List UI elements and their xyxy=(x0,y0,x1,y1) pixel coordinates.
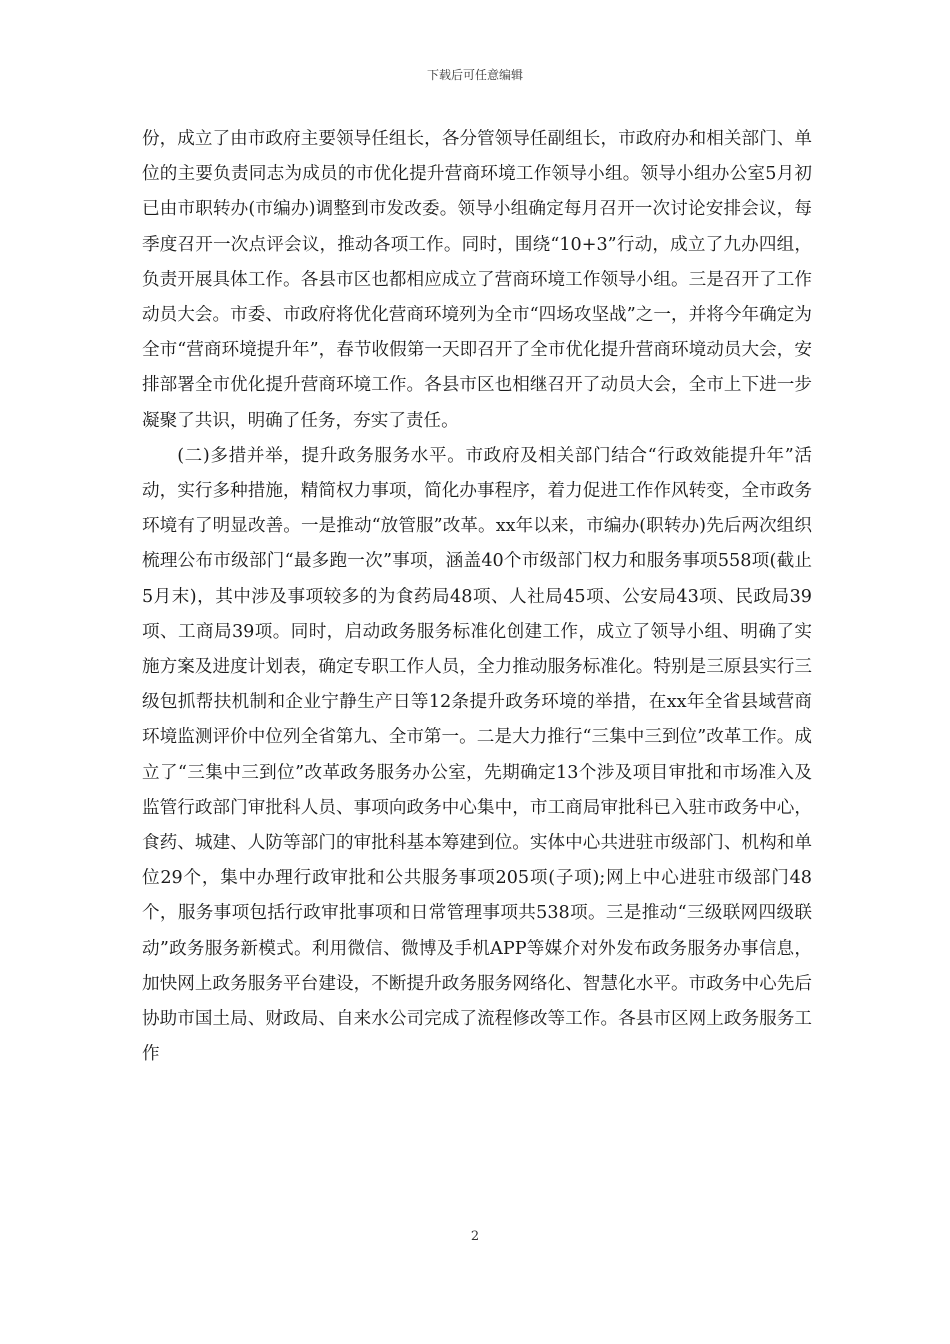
page-number: 2 xyxy=(470,1229,480,1244)
paragraph-continuation: 份，成立了由市政府主要领导任组长，各分管领导任副组长，市政府办和相关部门、单位的主要负责同志为成员的市优化提升营商环境工作领导小组。领导小组办公室5月初已由市职转办(市编办)调整到市发改委。领导小组确定每月召开一次讨论安排会议，每季度召开一次点评会议，推动各项工作。同时，围绕“10+3”行动，成立了九办四组，负责开展具体工作。各县市区也都相应成立了营商环境工作领导小组。三是召开了工作动员大会。市委、市政府将优化营商环境列为全市“四场攻坚战”之一，并将今年确定为全市“营商环境提升年”，春节收假第一天即召开了全市优化提升营商环境动员大会，安排部署全市优化提升营商环境工作。各县市区也相继召开了动员大会，全市上下进一步凝聚了共识，明确了任务，夯实了责任。 xyxy=(142,129,812,431)
document-body xyxy=(142,122,812,1072)
page-header: 下载后可任意编辑 xyxy=(426,68,523,82)
paragraph-section-2: (二)多措并举，提升政务服务水平。市政府及相关部门结合“行政效能提升年”活动，实行多种措施，精简权力事项，简化办事程序，着力促进工作作风转变，全市政务环境有了明显改善。一是推动“放管服”改革。xx年以来，市编办(职转办)先后两次组织梳理公布市级部门“最多跑一次”事项，涵盖40个市级部门权力和服务事项558项(截止5月末)，其中涉及事项较多的为食药局48项、人社局45项、公安局43项、民政局39项、工商局39项。同时，启动政务服务标准化创建工作，成立了领导小组、明确了实施方案及进度计划表，确定专职工作人员，全力推动服务标准化。特别是三原县实行三级包抓帮扶机制和企业宁静生产日等12条提升政务环境的举措，在xx年全省县域营商环境监测评价中位列全省第九、全市第一。二是大力推行“三集中三到位”改革工作。成立了“三集中三到位”改革政务服务办公室，先期确定13个涉及项目审批和市场准入及监管行政部门审批科人员、事项向政务中心集中，市工商局审批科已入驻市政务中心，食药、城建、人防等部门的审批科基本筹建到位。实体中心共进驻市级部门、机构和单位29个，集中办理行政审批和公共服务事项205项(子项);网上中心进驻市级部门48个，服务事项包括行政审批事项和日常管理事项共538项。三是推动“三级联网四级联动”政务服务新模式。利用微信、微博及手机APP等媒介对外发布政务服务办事信息，加快网上政务服务平台建设，不断提升政务服务网络化、智慧化水平。市政务中心先后协助市国土局、财政局、自来水公司完成了流程修改等工作。各县市区网上政务服务工作 xyxy=(142,445,812,1065)
